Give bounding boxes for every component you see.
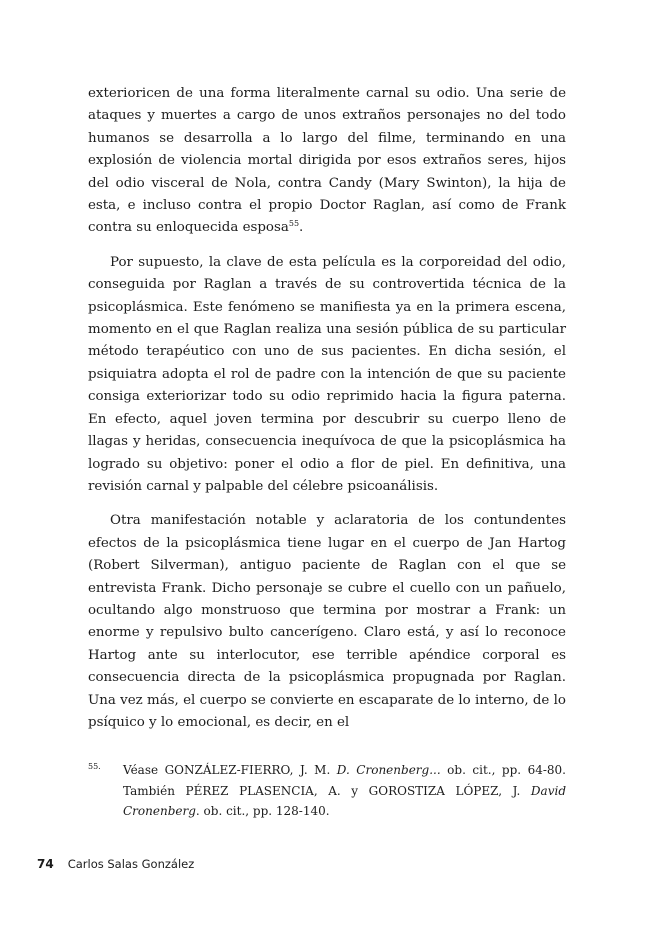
footnote-title-2: David Cronenberg [123,783,566,818]
footnote-ref-55[interactable]: 55 [288,219,300,229]
paragraph-1 [88,83,566,240]
paragraph-3: Otra manifestación notable y aclaratoria de los contundentes efectos de la psicoplásmica tiene lugar en el cuerpo de Jan Hartog (Robert Silverman), antiguo paciente de Raglan con el que se entrevista Frank. Dicho personaje se cubre el cuello con un pañuelo, ocultando algo monstruoso que termina por mostrar a Frank: un enorme y repulsivo bulto cancerígeno. Claro está, y así lo reconoce Hartog ante su interlocutor, ese terrible apéndice corporal es consecuencia directa de la psicoplásmica propugnada por Raglan. Una vez más, el cuerpo se convierte en escaparate de lo interno, de lo psíquico y lo emocional, es decir, en el [88,513,566,730]
footnote-part-3: . ob. cit., pp. 128-140. [195,804,330,818]
footnote-part-1: Véase GONZÁLEZ-FIERRO, J. M. [123,763,337,777]
footnote-title-1: D. Cronenberg... [336,763,441,777]
page-footer [37,857,194,871]
footnote-part-2: ob. cit., pp. 64-80. También PÉREZ PLASENCIA, A. y GOROSTIZA LÓPEZ, J. [123,763,566,798]
running-author: Carlos Salas González [67,857,195,871]
body-text [88,83,566,746]
footnote-text [123,760,566,822]
paragraph-2: Por supuesto, la clave de esta película es la corporeidad del odio, conseguida por Raglan a través de su controvertida técnica de la psicoplásmica. Este fenómeno se manifiesta ya en la primera escena, momento en el que Raglan realiza una sesión pública de su particular método terapéutico con uno de sus pacientes. En dicha sesión, el psiquiatra adopta el rol de padre con la intención de que su paciente consiga exteriorizar todo su odio reprimido hacia la figura paterna. En efecto, aquel joven termina por descubrir su cuerpo lleno de llagas y heridas, consecuencia inequívoca de que la psicoplásmica ha logrado su objetivo: poner el odio a flor de piel. En definitiva, una revisión carnal y palpable del célebre psicoanálisis. [88,254,566,494]
page-number: 74 [37,857,54,871]
footnote-55 [88,760,566,822]
paragraph-1-text: exterioricen de una forma literalmente carnal su odio. Una serie de ataques y muertes a cargo de unos extraños personajes no del todo humanos se desarrolla a lo largo del filme, terminando en una explosión de violencia mortal dirigida por esos extraños seres, hijos del odio visceral de Nola, contra Candy (Mary Swinton), la hija de esta, e incluso contra el propio Doctor Raglan, así como de Frank contra su enloquecida esposa [88,86,566,236]
footnote-number: 55. [88,762,101,771]
paragraph-1-tail: . [299,220,304,236]
